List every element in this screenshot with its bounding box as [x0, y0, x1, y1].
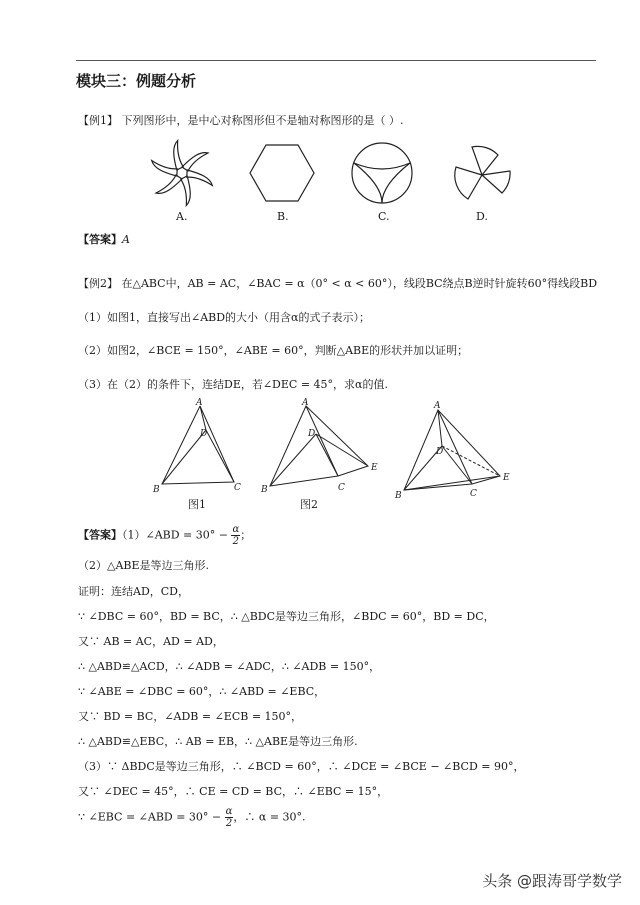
ex1-figures	[150, 135, 530, 215]
fig1-caption: 图1	[188, 498, 206, 511]
fig2-label-b: B	[261, 485, 268, 495]
header-rule	[76, 60, 596, 61]
proof-line: 证明：连结AD，CD，	[78, 585, 189, 598]
watermark: 头条 @跟涛哥学数学	[482, 872, 622, 890]
figure-a-pinwheel	[151, 140, 212, 205]
fig1-label-b: B	[153, 485, 160, 495]
ex2-q3: （3）在（2）的条件下，连结DE，若∠DEC = 45°，求α的值.	[78, 378, 388, 391]
option-b: B.	[277, 210, 289, 223]
ex2-figures	[150, 398, 530, 510]
ex2-a1-suffix: ；	[240, 528, 252, 542]
fig2-caption: 图2	[300, 498, 318, 511]
fig1-label-a: A	[196, 398, 203, 408]
option-c: C.	[378, 210, 390, 223]
ex1-answer-value: A	[122, 233, 130, 246]
fig1-label-d: D	[200, 429, 208, 439]
ex2-q2: （2）如图2，∠BCE = 150°，∠ABE = 60°，判断△ABE的形状并加以证明；	[78, 344, 469, 357]
ex2-answer-2: （2）△ABE是等边三角形.	[78, 559, 210, 572]
figure-1	[162, 406, 234, 484]
fig2-label-d: D	[308, 429, 316, 439]
fig1-label-c: C	[234, 483, 241, 493]
option-a: A.	[176, 210, 188, 223]
proof-line: 又∵ ∠DEC = 45°，∴ CE = CD = BC，∴ ∠EBC = 15°，	[78, 785, 389, 798]
last-den: 2	[225, 818, 233, 829]
figure-d-fan	[455, 146, 510, 199]
fig3-label-e: E	[503, 473, 510, 483]
fig2-label-a: A	[302, 398, 309, 408]
proof-line: 又∵ BD = BC，∠ADB = ∠ECB = 150°，	[78, 710, 303, 723]
proof-last-line	[78, 806, 306, 829]
figure-3	[404, 410, 500, 490]
proof-line: ∵ ∠DBC = 60°，BD = BC，∴ △BDC是等边三角形，∠BDC = 60°，BD = DC，	[78, 610, 495, 623]
fig3-label-c: C	[470, 489, 477, 499]
proof-line: ∴ △ABD≌△EBC，∴ AB = EB，∴ △ABE是等边三角形.	[78, 735, 358, 748]
ex2-answer-label: 【答案】	[78, 528, 122, 542]
fig2-label-e: E	[371, 463, 378, 473]
last-prefix: ∵ ∠EBC = ∠ABD = 30° −	[78, 810, 222, 824]
module-title: 模块三：例题分析	[76, 72, 197, 90]
proof-line: （3）∵ ΔBDC是等边三角形，∴ ∠BCD = 60°，∴ ∠DCE = ∠BCE − ∠BCD = 90°，	[78, 760, 525, 773]
figure-2	[270, 406, 368, 486]
proof-line: 又∵ AB = AC，AD = AD，	[78, 635, 224, 648]
ex2-answer-1	[78, 524, 251, 547]
proof-line: ∴ △ABD≌△ACD，∴ ∠ADB = ∠ADC，∴ ∠ADB = 150°，	[78, 660, 381, 673]
ex2-q1: （1）如图1，直接写出∠ABD的大小（用含α的式子表示）；	[78, 311, 370, 324]
figure-c-circle-arcs	[352, 143, 412, 203]
last-num: α	[225, 806, 233, 817]
proof-line: ∵ ∠ABE = ∠DBC = 60°，∴ ∠ABD = ∠EBC，	[78, 685, 326, 698]
ex2-a1-prefix: （1）∠ABD = 30° −	[122, 528, 228, 542]
ex2-question: 【例2】 在△ABC中，AB = AC，∠BAC = α（0° < α < 60°），线段BC绕点B逆时针旋转60°得线段BD	[78, 277, 598, 290]
fig3-label-b: B	[395, 491, 402, 501]
ex1-answer	[78, 231, 130, 247]
option-d: D.	[476, 210, 488, 223]
ex1-answer-label: 【答案】	[78, 233, 122, 246]
figure-b-hexagon	[250, 145, 314, 201]
fig3-label-a: A	[434, 401, 441, 411]
ex2-a1-fraction	[231, 524, 240, 547]
ex2-a1-num: α	[232, 524, 240, 535]
fig2-label-c: C	[338, 483, 345, 493]
ex1-question: 【例1】 下列图形中，是中心对称图形但不是轴对称图形的是（ ）.	[78, 114, 404, 127]
last-suffix: ，∴ α = 30°.	[233, 810, 306, 824]
ex2-a1-den: 2	[232, 536, 240, 547]
fig3-label-d: D	[436, 447, 444, 457]
